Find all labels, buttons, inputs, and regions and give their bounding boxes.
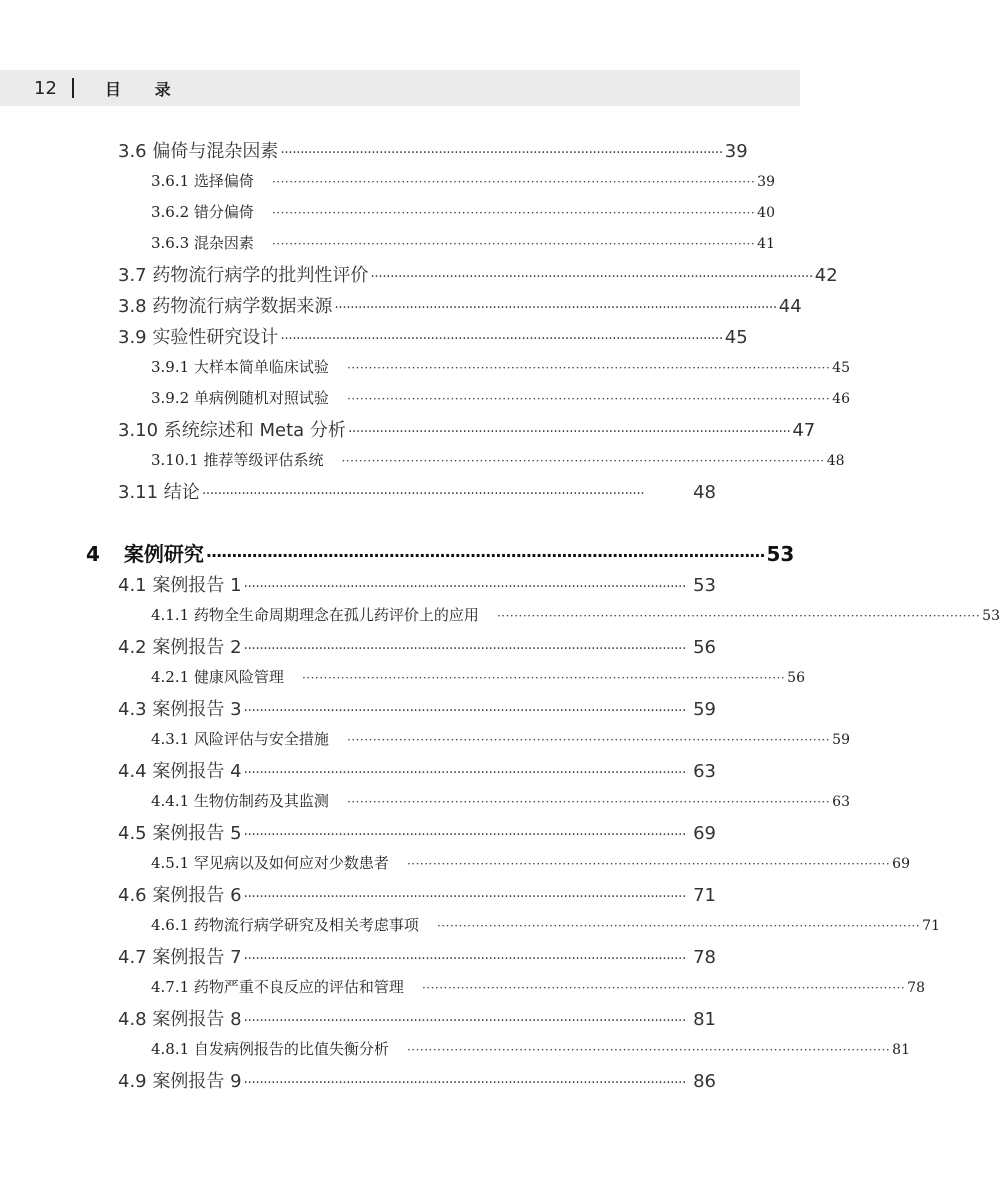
dot-leader: ················································································································ bbox=[280, 145, 723, 161]
toc-entry[interactable] bbox=[118, 881, 716, 907]
dot-leader: ················································································································ bbox=[271, 206, 756, 220]
toc-entry-page: 81 bbox=[892, 1042, 910, 1058]
toc-entry[interactable] bbox=[118, 695, 716, 721]
dot-leader: ················································································································ bbox=[346, 361, 831, 375]
toc-entry[interactable] bbox=[118, 323, 748, 349]
toc-entry-page: 48 bbox=[826, 453, 845, 469]
toc-entry[interactable] bbox=[151, 170, 775, 191]
dot-leader: ················································································································ bbox=[496, 609, 981, 623]
toc-entry-page: 69 bbox=[892, 856, 910, 872]
toc-entry-page: 44 bbox=[778, 296, 802, 317]
dot-leader: ················································································································ bbox=[243, 765, 686, 781]
toc-entry[interactable] bbox=[118, 943, 716, 969]
dot-leader: ················································································································ bbox=[243, 641, 686, 657]
dot-leader: ················································································································ bbox=[243, 1013, 686, 1029]
toc-entry-page: 39 bbox=[724, 141, 748, 162]
dot-leader: ················································································································ bbox=[243, 1075, 686, 1091]
toc-entry-title: 4.7.1 药物严重不良反应的评估和管理 bbox=[151, 978, 404, 996]
page-header bbox=[0, 70, 800, 106]
toc-entry-page: 48 bbox=[693, 482, 716, 503]
toc-entry-title: 3.9.1 大样本简单临床试验 bbox=[151, 358, 329, 376]
toc-entry-title: 4.3 案例报告 3 bbox=[118, 699, 242, 720]
toc-entry[interactable] bbox=[151, 976, 925, 997]
toc-entry[interactable] bbox=[118, 478, 716, 504]
toc-entry-title: 3.8 药物流行病学数据来源 bbox=[118, 296, 333, 317]
toc-entry[interactable] bbox=[151, 914, 940, 935]
toc-entry[interactable] bbox=[118, 292, 802, 318]
toc-entry[interactable] bbox=[151, 666, 805, 687]
toc-entry[interactable] bbox=[118, 416, 816, 442]
chapter-name: 案例研究 bbox=[123, 542, 204, 566]
dot-leader: ················································································································ bbox=[346, 392, 831, 406]
toc-entry-page: 53 bbox=[693, 575, 716, 596]
toc-entry-title: 3.6.3 混杂因素 bbox=[151, 234, 254, 252]
toc-entry[interactable] bbox=[151, 728, 850, 749]
toc-entry[interactable] bbox=[151, 449, 845, 470]
dot-leader: ················································································································ bbox=[346, 733, 831, 747]
toc-entry[interactable] bbox=[151, 356, 850, 377]
toc-chapter-title bbox=[86, 538, 204, 567]
dot-leader: ················································································································ bbox=[406, 857, 891, 871]
toc-entry-title: 3.10.1 推荐等级评估系统 bbox=[151, 451, 324, 469]
toc-entry-page: 86 bbox=[693, 1071, 716, 1092]
dot-leader: ················································································································ bbox=[271, 237, 756, 251]
toc-entry-page: 47 bbox=[792, 420, 816, 441]
toc-entry-title: 3.6.2 错分偏倚 bbox=[151, 203, 254, 221]
dot-leader: ················································································································ bbox=[243, 951, 686, 967]
toc-entry-title: 4.1.1 药物全生命周期理念在孤儿药评价上的应用 bbox=[151, 606, 479, 624]
toc-entry-page: 53 bbox=[982, 608, 1000, 624]
toc-entry-title: 4.7 案例报告 7 bbox=[118, 947, 242, 968]
dot-leader: ················································································································ bbox=[271, 175, 756, 189]
toc-entry[interactable] bbox=[151, 387, 850, 408]
toc-entry-page: 71 bbox=[922, 918, 940, 934]
toc-entry-title: 4.4.1 生物仿制药及其监测 bbox=[151, 792, 329, 810]
page-number: 12 bbox=[34, 77, 57, 99]
toc-entry-page: 41 bbox=[757, 236, 775, 252]
chapter-number: 4 bbox=[86, 542, 100, 566]
toc-entry-page: 56 bbox=[787, 670, 805, 686]
toc-entry-page: 40 bbox=[757, 205, 775, 221]
dot-leader: ················································································································ bbox=[243, 889, 686, 905]
toc-entry-page: 56 bbox=[693, 637, 716, 658]
toc-entry[interactable] bbox=[118, 819, 716, 845]
dot-leader: ················································································································ bbox=[301, 671, 786, 685]
dot-leader: ················································································································ bbox=[406, 1043, 891, 1057]
toc-entry-title: 3.11 结论 bbox=[118, 482, 200, 503]
toc-entry[interactable] bbox=[118, 757, 716, 783]
header-divider bbox=[72, 78, 74, 98]
dot-leader: ················································································································ bbox=[334, 300, 777, 316]
dot-leader: ················································································································ bbox=[243, 579, 686, 595]
toc-entry-title: 4.8 案例报告 8 bbox=[118, 1009, 242, 1030]
dot-leader: ················································································································ bbox=[421, 981, 906, 995]
toc-entry-title: 4.3.1 风险评估与安全措施 bbox=[151, 730, 329, 748]
toc-entry-title: 4.5.1 罕见病以及如何应对少数患者 bbox=[151, 854, 389, 872]
toc-entry[interactable] bbox=[151, 1038, 910, 1059]
dot-leader: ················································································································ bbox=[370, 269, 813, 285]
toc-entry-page: 63 bbox=[693, 761, 716, 782]
toc-entry[interactable] bbox=[151, 790, 850, 811]
toc-entry-page: 59 bbox=[832, 732, 850, 748]
dot-leader: ················································································································ bbox=[201, 486, 645, 502]
toc-entry-title: 4.2.1 健康风险管理 bbox=[151, 668, 284, 686]
toc-chapter[interactable] bbox=[86, 538, 795, 567]
toc-entry[interactable] bbox=[151, 201, 775, 222]
toc-entry-title: 4.5 案例报告 5 bbox=[118, 823, 242, 844]
toc-entry-title: 3.6.1 选择偏倚 bbox=[151, 172, 254, 190]
toc-entry[interactable] bbox=[151, 604, 1000, 625]
toc-entry-page: 71 bbox=[693, 885, 716, 906]
dot-leader: ················································································································ bbox=[436, 919, 921, 933]
toc-entry-page: 59 bbox=[693, 699, 716, 720]
toc-entry[interactable] bbox=[118, 137, 748, 163]
toc-entry-title: 3.6 偏倚与混杂因素 bbox=[118, 141, 279, 162]
toc-entry-title: 3.9 实验性研究设计 bbox=[118, 327, 279, 348]
toc-entry-title: 4.1 案例报告 1 bbox=[118, 575, 242, 596]
toc-entry[interactable] bbox=[151, 852, 910, 873]
toc-entry[interactable] bbox=[118, 1005, 716, 1031]
dot-leader: ················································································································ bbox=[347, 424, 791, 440]
toc-entry-page: 78 bbox=[693, 947, 716, 968]
toc-entry-title: 4.6.1 药物流行病学研究及相关考虑事项 bbox=[151, 916, 419, 934]
toc-entry-page: 81 bbox=[693, 1009, 716, 1030]
header-title: 目 录 bbox=[105, 79, 185, 99]
toc-entry-page: 39 bbox=[757, 174, 775, 190]
toc-entry-title: 3.7 药物流行病学的批判性评价 bbox=[118, 265, 369, 286]
toc-entry-page: 78 bbox=[907, 980, 925, 996]
toc-entry[interactable] bbox=[118, 633, 716, 659]
toc-entry-title: 3.9.2 单病例随机对照试验 bbox=[151, 389, 329, 407]
toc-entry-page: 45 bbox=[724, 327, 748, 348]
toc-chapter-page: 53 bbox=[766, 542, 795, 566]
toc-entry-title: 4.9 案例报告 9 bbox=[118, 1071, 242, 1092]
toc-entry-title: 4.2 案例报告 2 bbox=[118, 637, 242, 658]
toc-entry[interactable] bbox=[118, 571, 716, 597]
toc-entry[interactable] bbox=[118, 261, 838, 287]
toc-entry[interactable] bbox=[118, 1067, 716, 1093]
dot-leader: ················································································································ bbox=[341, 454, 825, 468]
dot-leader: ················································································································ bbox=[280, 331, 723, 347]
toc-entry-title: 3.10 系统综述和 Meta 分析 bbox=[118, 420, 346, 441]
dot-leader: ·············································································································· bbox=[205, 546, 765, 565]
toc-entry-page: 42 bbox=[814, 265, 838, 286]
toc-entry-page: 69 bbox=[693, 823, 716, 844]
dot-leader: ················································································································ bbox=[346, 795, 831, 809]
dot-leader: ················································································································ bbox=[243, 703, 686, 719]
toc-entry-title: 4.4 案例报告 4 bbox=[118, 761, 242, 782]
toc-entry-page: 46 bbox=[832, 391, 850, 407]
toc-entry-title: 4.6 案例报告 6 bbox=[118, 885, 242, 906]
toc-entry-title: 4.8.1 自发病例报告的比值失衡分析 bbox=[151, 1040, 389, 1058]
toc-entry[interactable] bbox=[151, 232, 775, 253]
dot-leader: ················································································································ bbox=[243, 827, 686, 843]
toc-entry-page: 45 bbox=[832, 360, 850, 376]
toc-entry-page: 63 bbox=[832, 794, 850, 810]
